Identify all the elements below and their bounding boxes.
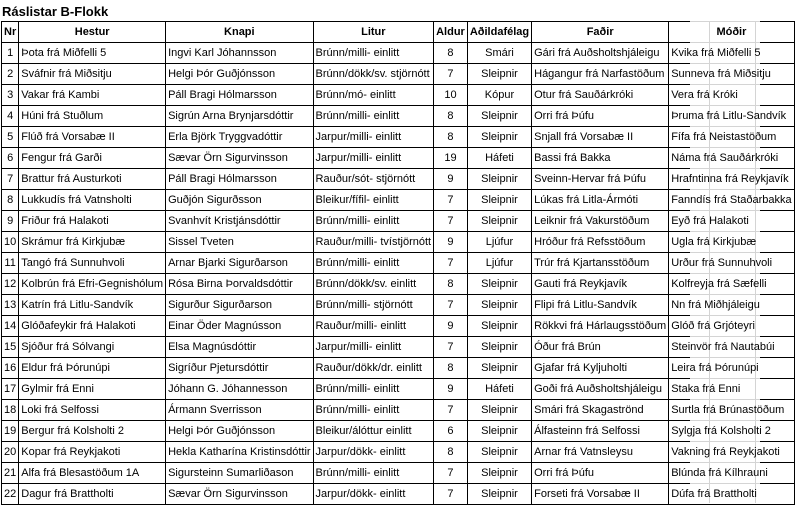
cell-modir[interactable]: Fanndís frá Staðarbakka <box>669 190 794 211</box>
cell-modir[interactable]: Surtla frá Brúnastöðum <box>669 400 794 421</box>
col-header-felag[interactable]: Aðildafélag <box>467 22 531 43</box>
cell-modir[interactable]: Glóð frá Grjóteyri <box>669 316 794 337</box>
cell-felag[interactable]: Sleipnir <box>467 127 531 148</box>
col-header-litur[interactable]: Litur <box>313 22 434 43</box>
cell-modir[interactable]: Kolfreyja frá Sæfelli <box>669 274 794 295</box>
cell-litur[interactable]: Brúnn/dökk/sv. einlitt <box>313 274 434 295</box>
cell-aldur[interactable]: 8 <box>434 127 468 148</box>
cell-fadir[interactable]: Orri frá Þúfu <box>532 463 669 484</box>
cell-aldur[interactable]: 8 <box>434 442 468 463</box>
cell-knapi[interactable]: Sigursteinn Sumarliðason <box>166 463 313 484</box>
cell-nr[interactable]: 5 <box>2 127 19 148</box>
cell-aldur[interactable]: 8 <box>434 358 468 379</box>
cell-modir[interactable]: Þruma frá Litlu-Sandvík <box>669 106 794 127</box>
cell-aldur[interactable]: 7 <box>434 337 468 358</box>
cell-nr[interactable]: 19 <box>2 421 19 442</box>
cell-hestur[interactable]: Flúð frá Vorsabæ II <box>19 127 166 148</box>
cell-knapi[interactable]: Erla Björk Tryggvadóttir <box>166 127 313 148</box>
table-row <box>2 85 795 106</box>
cell-aldur[interactable]: 7 <box>434 253 468 274</box>
cell-knapi[interactable]: Elsa Magnúsdóttir <box>166 337 313 358</box>
cell-nr[interactable]: 15 <box>2 337 19 358</box>
grid-line <box>690 252 760 253</box>
cell-aldur[interactable]: 9 <box>434 379 468 400</box>
cell-knapi[interactable]: Hekla Katharína Kristinsdóttir <box>166 442 313 463</box>
cell-knapi[interactable]: Sissel Tveten <box>166 232 313 253</box>
cell-litur[interactable]: Rauður/milli- tvístjörnótt <box>313 232 434 253</box>
cell-aldur[interactable]: 19 <box>434 148 468 169</box>
cell-nr[interactable]: 11 <box>2 253 19 274</box>
cell-modir[interactable]: Dúfa frá Brattholti <box>669 484 794 505</box>
cell-modir[interactable]: Steinvör frá Nautabúi <box>669 337 794 358</box>
table-row <box>2 484 795 505</box>
cell-felag[interactable]: Sleipnir <box>467 211 531 232</box>
cell-modir[interactable]: Blúnda frá Kílhrauni <box>669 463 794 484</box>
cell-felag[interactable]: Sleipnir <box>467 400 531 421</box>
cell-fadir[interactable]: Álfasteinn frá Selfossi <box>532 421 669 442</box>
cell-knapi[interactable]: Arnar Bjarki Sigurðarson <box>166 253 313 274</box>
cell-hestur[interactable]: Friður frá Halakoti <box>19 211 166 232</box>
col-header-fadir[interactable]: Faðir <box>532 22 669 43</box>
cell-aldur[interactable]: 8 <box>434 43 468 64</box>
table-row <box>2 400 795 421</box>
cell-fadir[interactable]: Trúr frá Kjartansstöðum <box>532 253 669 274</box>
cell-modir[interactable]: Vera frá Króki <box>669 85 794 106</box>
cell-felag[interactable]: Sleipnir <box>467 337 531 358</box>
cell-hestur[interactable]: Katrín frá Litlu-Sandvík <box>19 295 166 316</box>
cell-litur[interactable]: Rauður/milli- einlitt <box>313 316 434 337</box>
cell-felag[interactable]: Sleipnir <box>467 316 531 337</box>
table-row <box>2 316 795 337</box>
cell-felag[interactable]: Sleipnir <box>467 295 531 316</box>
table-row <box>2 295 795 316</box>
cell-fadir[interactable]: Hróður frá Refsstöðum <box>532 232 669 253</box>
cell-aldur[interactable]: 10 <box>434 85 468 106</box>
cell-aldur[interactable]: 7 <box>434 211 468 232</box>
cell-knapi[interactable]: Jóhann G. Jóhannesson <box>166 379 313 400</box>
cell-nr[interactable]: 7 <box>2 169 19 190</box>
cell-fadir[interactable]: Flipi frá Litlu-Sandvík <box>532 295 669 316</box>
cell-felag[interactable]: Sleipnir <box>467 442 531 463</box>
cell-nr[interactable]: 14 <box>2 316 19 337</box>
cell-knapi[interactable]: Einar Öder Magnússon <box>166 316 313 337</box>
table-row <box>2 421 795 442</box>
cell-knapi[interactable]: Rósa Birna Þorvaldsdóttir <box>166 274 313 295</box>
cell-felag[interactable]: Sleipnir <box>467 169 531 190</box>
grid-line <box>690 189 760 190</box>
cell-aldur[interactable]: 7 <box>434 463 468 484</box>
grid-line <box>690 168 760 169</box>
cell-hestur[interactable]: Glóðafeykir frá Halakoti <box>19 316 166 337</box>
cell-litur[interactable]: Brúnn/milli- stjörnótt <box>313 295 434 316</box>
cell-aldur[interactable]: 9 <box>434 232 468 253</box>
cell-modir[interactable]: Urður frá Sunnuhvoli <box>669 253 794 274</box>
cell-litur[interactable]: Brúnn/milli- einlitt <box>313 400 434 421</box>
cell-knapi[interactable]: Sigurður Sigurðarson <box>166 295 313 316</box>
sheet-title: Ráslistar B-Flokk <box>2 4 109 19</box>
grid-line <box>690 63 760 64</box>
cell-nr[interactable]: 6 <box>2 148 19 169</box>
cell-fadir[interactable]: Bassi frá Bakka <box>532 148 669 169</box>
cell-nr[interactable]: 2 <box>2 64 19 85</box>
cell-knapi[interactable]: Páll Bragi Hólmarsson <box>166 169 313 190</box>
cell-aldur[interactable]: 8 <box>434 106 468 127</box>
cell-knapi[interactable]: Sævar Örn Sigurvinsson <box>166 484 313 505</box>
cell-hestur[interactable]: Sjóður frá Sólvangi <box>19 337 166 358</box>
table-row <box>2 358 795 379</box>
grid-line <box>690 126 760 127</box>
cell-nr[interactable]: 8 <box>2 190 19 211</box>
cell-fadir[interactable]: Leiknir frá Vakurstöðum <box>532 211 669 232</box>
cell-litur[interactable]: Brúnn/milli- einlitt <box>313 106 434 127</box>
cell-modir[interactable]: Eyð frá Halakoti <box>669 211 794 232</box>
cell-hestur[interactable]: Kolbrún frá Efri-Gegnishólum <box>19 274 166 295</box>
cell-felag[interactable]: Smári <box>467 43 531 64</box>
cell-litur[interactable]: Jarpur/milli- einlitt <box>313 148 434 169</box>
table-row <box>2 64 795 85</box>
grid-line <box>690 315 760 316</box>
cell-nr[interactable]: 9 <box>2 211 19 232</box>
cell-litur[interactable]: Brúnn/milli- einlitt <box>313 253 434 274</box>
cell-fadir[interactable]: Smári frá Skagaströnd <box>532 400 669 421</box>
grid-line <box>690 378 760 379</box>
col-header-nr[interactable]: Nr <box>2 22 19 43</box>
cell-nr[interactable]: 18 <box>2 400 19 421</box>
table-row <box>2 127 795 148</box>
cell-modir[interactable]: Kvika frá Miðfelli 5 <box>669 43 794 64</box>
cell-litur[interactable]: Rauður/dökk/dr. einlitt <box>313 358 434 379</box>
cell-nr[interactable]: 10 <box>2 232 19 253</box>
cell-nr[interactable]: 4 <box>2 106 19 127</box>
table-row <box>2 211 795 232</box>
grid-line <box>690 210 760 211</box>
cell-hestur[interactable]: Húni frá Stuðlum <box>19 106 166 127</box>
col-header-aldur[interactable]: Aldur <box>434 22 468 43</box>
col-header-hestur[interactable]: Hestur <box>19 22 166 43</box>
cell-litur[interactable]: Jarpur/dökk- einlitt <box>313 442 434 463</box>
cell-fadir[interactable]: Otur frá Sauðárkróki <box>532 85 669 106</box>
cell-aldur[interactable]: 7 <box>434 484 468 505</box>
cell-hestur[interactable]: Kopar frá Reykjakoti <box>19 442 166 463</box>
cell-hestur[interactable]: Tangó frá Sunnuhvoli <box>19 253 166 274</box>
race-list-table <box>1 21 795 505</box>
cell-nr[interactable]: 1 <box>2 43 19 64</box>
cell-hestur[interactable]: Gylmir frá Enni <box>19 379 166 400</box>
cell-felag[interactable]: Háfeti <box>467 148 531 169</box>
grid-line <box>690 273 760 274</box>
table-row <box>2 106 795 127</box>
cell-modir[interactable]: Vakning frá Reykjakoti <box>669 442 794 463</box>
cell-litur[interactable]: Brúnn/dökk/sv. stjörnótt <box>313 64 434 85</box>
cell-aldur[interactable]: 8 <box>434 274 468 295</box>
cell-hestur[interactable]: Brattur frá Austurkoti <box>19 169 166 190</box>
cell-knapi[interactable]: Ármann Sverrisson <box>166 400 313 421</box>
cell-fadir[interactable]: Snjall frá Vorsabæ II <box>532 127 669 148</box>
table-row <box>2 148 795 169</box>
cell-felag[interactable]: Sleipnir <box>467 358 531 379</box>
cell-litur[interactable]: Brúnn/milli- einlitt <box>313 379 434 400</box>
cell-modir[interactable]: Sunneva frá Miðsitju <box>669 64 794 85</box>
grid-line <box>690 462 760 463</box>
cell-aldur[interactable]: 9 <box>434 169 468 190</box>
cell-fadir[interactable]: Goði frá Auðsholtshjáleigu <box>532 379 669 400</box>
header-row <box>2 22 795 43</box>
cell-felag[interactable]: Sleipnir <box>467 274 531 295</box>
cell-felag[interactable]: Sleipnir <box>467 463 531 484</box>
cell-nr[interactable]: 21 <box>2 463 19 484</box>
cell-hestur[interactable]: Skrámur frá Kirkjubæ <box>19 232 166 253</box>
cell-fadir[interactable]: Hágangur frá Narfastöðum <box>532 64 669 85</box>
cell-aldur[interactable]: 7 <box>434 295 468 316</box>
cell-felag[interactable]: Sleipnir <box>467 421 531 442</box>
table-row <box>2 43 795 64</box>
cell-knapi[interactable]: Guðjón Sigurðsson <box>166 190 313 211</box>
grid-line <box>690 21 760 22</box>
cell-felag[interactable]: Háfeti <box>467 379 531 400</box>
cell-litur[interactable]: Brúnn/milli- einlitt <box>313 211 434 232</box>
grid-line <box>690 441 760 442</box>
cell-felag[interactable]: Ljúfur <box>467 232 531 253</box>
cell-felag[interactable]: Sleipnir <box>467 190 531 211</box>
cell-fadir[interactable]: Gjafar frá Kyljuholti <box>532 358 669 379</box>
cell-fadir[interactable]: Orri frá Þúfu <box>532 106 669 127</box>
grid-line <box>690 399 760 400</box>
cell-litur[interactable]: Brúnn/mó- einlitt <box>313 85 434 106</box>
cell-felag[interactable]: Ljúfur <box>467 253 531 274</box>
grid-line <box>690 231 760 232</box>
grid-line <box>690 357 760 358</box>
cell-modir[interactable]: Leira frá Þórunúpi <box>669 358 794 379</box>
grid-line <box>690 420 760 421</box>
grid-line <box>690 483 760 484</box>
cell-knapi[interactable]: Páll Bragi Hólmarsson <box>166 85 313 106</box>
cell-knapi[interactable]: Helgi Þór Guðjónsson <box>166 421 313 442</box>
table-row <box>2 253 795 274</box>
cell-nr[interactable]: 3 <box>2 85 19 106</box>
cell-aldur[interactable]: 7 <box>434 190 468 211</box>
cell-aldur[interactable]: 7 <box>434 64 468 85</box>
cell-hestur[interactable]: Þota frá Miðfelli 5 <box>19 43 166 64</box>
cell-nr[interactable]: 13 <box>2 295 19 316</box>
grid-line <box>690 105 760 106</box>
cell-modir[interactable]: Nn frá Miðhjáleigu <box>669 295 794 316</box>
cell-hestur[interactable]: Fengur frá Garði <box>19 148 166 169</box>
col-header-knapi[interactable]: Knapi <box>166 22 313 43</box>
cell-felag[interactable]: Sleipnir <box>467 484 531 505</box>
cell-litur[interactable]: Jarpur/milli- einlitt <box>313 127 434 148</box>
grid-line <box>690 84 760 85</box>
table-row <box>2 169 795 190</box>
cell-hestur[interactable]: Bergur frá Kolsholti 2 <box>19 421 166 442</box>
table-row <box>2 463 795 484</box>
cell-litur[interactable]: Brúnn/milli- einlitt <box>313 463 434 484</box>
cell-hestur[interactable]: Loki frá Selfossi <box>19 400 166 421</box>
cell-hestur[interactable]: Vakar frá Kambi <box>19 85 166 106</box>
cell-modir[interactable]: Náma frá Sauðárkróki <box>669 148 794 169</box>
cell-knapi[interactable]: Helgi Þór Guðjónsson <box>166 64 313 85</box>
cell-fadir[interactable]: Óður frá Brún <box>532 337 669 358</box>
cell-litur[interactable]: Jarpur/milli- einlitt <box>313 337 434 358</box>
cell-felag[interactable]: Sleipnir <box>467 106 531 127</box>
cell-fadir[interactable]: Gári frá Auðsholtshjáleigu <box>532 43 669 64</box>
cell-nr[interactable]: 16 <box>2 358 19 379</box>
cell-nr[interactable]: 22 <box>2 484 19 505</box>
cell-litur[interactable]: Jarpur/dökk- einlitt <box>313 484 434 505</box>
table-row <box>2 442 795 463</box>
col-header-modir[interactable]: Móðir <box>669 22 794 43</box>
cell-felag[interactable]: Sleipnir <box>467 64 531 85</box>
grid-line <box>690 336 760 337</box>
cell-modir[interactable]: Staka frá Enni <box>669 379 794 400</box>
cell-litur[interactable]: Bleikur/fífil- einlitt <box>313 190 434 211</box>
cell-hestur[interactable]: Eldur frá Þórunúpi <box>19 358 166 379</box>
table-row <box>2 337 795 358</box>
cell-hestur[interactable]: Alfa frá Blesastöðum 1A <box>19 463 166 484</box>
cell-modir[interactable]: Fífa frá Neistastöðum <box>669 127 794 148</box>
cell-modir[interactable]: Hrafntinna frá Reykjavík <box>669 169 794 190</box>
cell-aldur[interactable]: 7 <box>434 400 468 421</box>
cell-fadir[interactable]: Lúkas frá Litla-Ármóti <box>532 190 669 211</box>
cell-nr[interactable]: 17 <box>2 379 19 400</box>
cell-fadir[interactable]: Forseti frá Vorsabæ II <box>532 484 669 505</box>
table-row <box>2 274 795 295</box>
cell-aldur[interactable]: 6 <box>434 421 468 442</box>
cell-nr[interactable]: 20 <box>2 442 19 463</box>
cell-knapi[interactable]: Svanhvít Kristjánsdóttir <box>166 211 313 232</box>
cell-fadir[interactable]: Gauti frá Reykjavík <box>532 274 669 295</box>
cell-knapi[interactable]: Sævar Örn Sigurvinsson <box>166 148 313 169</box>
grid-line <box>690 147 760 148</box>
cell-aldur[interactable]: 9 <box>434 316 468 337</box>
cell-knapi[interactable]: Ingvi Karl Jóhannsson <box>166 43 313 64</box>
cell-fadir[interactable]: Rökkvi frá Hárlaugsstöðum <box>532 316 669 337</box>
cell-hestur[interactable]: Lukkudís frá Vatnsholti <box>19 190 166 211</box>
table-row <box>2 232 795 253</box>
cell-fadir[interactable]: Arnar frá Vatnsleysu <box>532 442 669 463</box>
grid-line <box>690 294 760 295</box>
cell-litur[interactable]: Brúnn/milli- einlitt <box>313 43 434 64</box>
cell-fadir[interactable]: Sveinn-Hervar frá Þúfu <box>532 169 669 190</box>
cell-nr[interactable]: 12 <box>2 274 19 295</box>
cell-hestur[interactable]: Sváfnir frá Miðsitju <box>19 64 166 85</box>
cell-modir[interactable]: Sylgja frá Kolsholti 2 <box>669 421 794 442</box>
cell-hestur[interactable]: Dagur frá Brattholti <box>19 484 166 505</box>
grid-line <box>690 42 760 43</box>
cell-modir[interactable]: Ugla frá Kirkjubæ <box>669 232 794 253</box>
cell-litur[interactable]: Bleikur/álóttur einlitt <box>313 421 434 442</box>
cell-litur[interactable]: Rauður/sót- stjörnótt <box>313 169 434 190</box>
cell-knapi[interactable]: Sigrún Arna Brynjarsdóttir <box>166 106 313 127</box>
table-row <box>2 190 795 211</box>
table-row <box>2 379 795 400</box>
cell-felag[interactable]: Kópur <box>467 85 531 106</box>
cell-knapi[interactable]: Sigríður Pjetursdóttir <box>166 358 313 379</box>
